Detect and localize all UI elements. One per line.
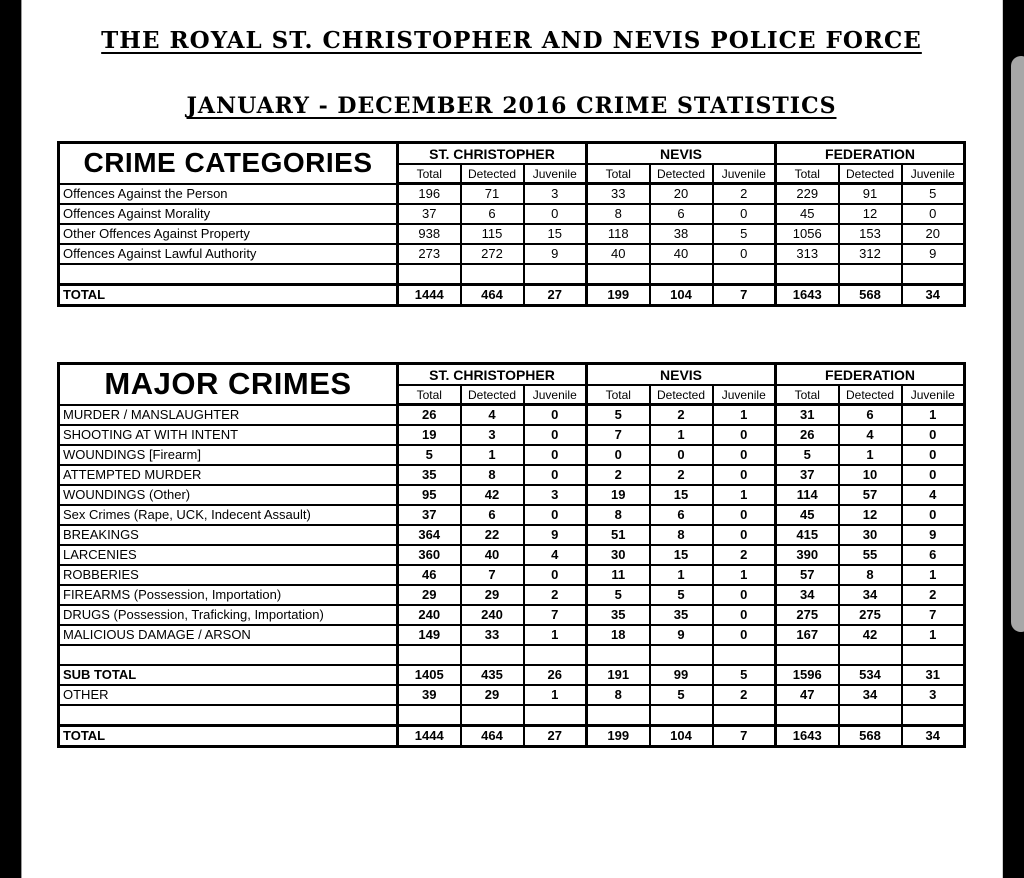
cell-value: 0: [713, 425, 776, 445]
cell-value: 4: [461, 405, 524, 426]
column-header: Detected: [461, 385, 524, 405]
cell-value: [650, 705, 713, 726]
cell-value: 167: [776, 625, 839, 645]
cell-value: 30: [587, 545, 650, 565]
cell-value: 196: [398, 184, 461, 205]
cell-value: 0: [713, 585, 776, 605]
cell-value: 34: [902, 726, 965, 747]
cell-value: 57: [776, 565, 839, 585]
column-group-header: ST. CHRISTOPHER: [398, 364, 587, 386]
column-header: Detected: [839, 385, 902, 405]
cell-value: 464: [461, 726, 524, 747]
cell-value: [398, 264, 461, 285]
table-row: [59, 485, 965, 505]
cell-value: 5: [902, 184, 965, 205]
cell-value: 6: [461, 505, 524, 525]
cell-value: 15: [650, 545, 713, 565]
cell-value: 35: [398, 465, 461, 485]
table-row: [59, 685, 965, 705]
cell-value: 71: [461, 184, 524, 205]
cell-value: 0: [524, 204, 587, 224]
cell-value: 91: [839, 184, 902, 205]
table-row: [59, 505, 965, 525]
cell-value: 0: [524, 505, 587, 525]
cell-value: 534: [839, 665, 902, 685]
cell-value: 272: [461, 244, 524, 264]
cell-value: [461, 705, 524, 726]
cell-value: 0: [713, 244, 776, 264]
cell-value: [839, 705, 902, 726]
header-row-groups: [59, 143, 965, 165]
cell-value: 5: [650, 685, 713, 705]
column-header: Total: [587, 164, 650, 184]
column-group-header: NEVIS: [587, 364, 776, 386]
cell-value: 4: [839, 425, 902, 445]
spacer-row: [59, 264, 965, 285]
cell-value: 27: [524, 726, 587, 747]
cell-value: 115: [461, 224, 524, 244]
row-label: SUB TOTAL: [59, 665, 398, 685]
cell-value: 8: [587, 685, 650, 705]
cell-value: 6: [650, 505, 713, 525]
cell-value: 38: [650, 224, 713, 244]
spacer-row: [59, 645, 965, 665]
row-label: Sex Crimes (Rape, UCK, Indecent Assault): [59, 505, 398, 525]
scrollbar-track[interactable]: [1002, 0, 1024, 878]
cell-value: 35: [650, 605, 713, 625]
row-label: Other Offences Against Property: [59, 224, 398, 244]
cell-value: 5: [587, 585, 650, 605]
cell-value: 2: [650, 405, 713, 426]
cell-value: 1: [839, 445, 902, 465]
cell-value: 40: [650, 244, 713, 264]
cell-value: 5: [398, 445, 461, 465]
cell-value: 199: [587, 726, 650, 747]
cell-value: 1: [713, 485, 776, 505]
column-header: Total: [587, 385, 650, 405]
cell-value: 1: [461, 445, 524, 465]
cell-value: 6: [902, 545, 965, 565]
cell-value: 3: [524, 485, 587, 505]
cell-value: 0: [713, 465, 776, 485]
row-label: MURDER / MANSLAUGHTER: [59, 405, 398, 426]
cell-value: 26: [776, 425, 839, 445]
cell-value: 7: [524, 605, 587, 625]
cell-value: 42: [461, 485, 524, 505]
cell-value: 2: [587, 465, 650, 485]
document-subtitle: JANUARY - DECEMBER 2016 CRIME STATISTICS: [186, 93, 837, 120]
spacer-row: [59, 705, 965, 726]
cell-value: 5: [713, 224, 776, 244]
cell-value: [713, 264, 776, 285]
cell-value: 26: [524, 665, 587, 685]
cell-value: [398, 705, 461, 726]
cell-value: 1643: [776, 285, 839, 306]
row-label: TOTAL: [59, 285, 398, 306]
cell-value: 7: [461, 565, 524, 585]
cell-value: 312: [839, 244, 902, 264]
cell-value: 33: [587, 184, 650, 205]
cell-value: 0: [902, 204, 965, 224]
row-label: WOUNDINGS [Firearm]: [59, 445, 398, 465]
cell-value: 568: [839, 726, 902, 747]
cell-value: 9: [524, 244, 587, 264]
cell-value: [650, 264, 713, 285]
row-label: ROBBERIES: [59, 565, 398, 585]
cell-value: 1: [524, 625, 587, 645]
scrollbar-thumb[interactable]: [1011, 56, 1024, 632]
column-header: Detected: [650, 385, 713, 405]
cell-value: 47: [776, 685, 839, 705]
column-header: Juvenile: [524, 385, 587, 405]
cell-value: [776, 264, 839, 285]
cell-value: 1405: [398, 665, 461, 685]
cell-value: 57: [839, 485, 902, 505]
cell-value: 0: [902, 425, 965, 445]
cell-value: 10: [839, 465, 902, 485]
cell-value: 19: [398, 425, 461, 445]
row-label: [59, 645, 398, 665]
cell-value: 11: [587, 565, 650, 585]
column-group-header: ST. CHRISTOPHER: [398, 143, 587, 165]
column-header: Juvenile: [713, 164, 776, 184]
cell-value: 22: [461, 525, 524, 545]
column-header: Detected: [650, 164, 713, 184]
cell-value: 0: [713, 625, 776, 645]
cell-value: 26: [398, 405, 461, 426]
cell-value: 40: [461, 545, 524, 565]
cell-value: [461, 264, 524, 285]
cell-value: 8: [650, 525, 713, 545]
cell-value: 8: [587, 505, 650, 525]
cell-value: 568: [839, 285, 902, 306]
cell-value: [587, 705, 650, 726]
cell-value: 1: [524, 685, 587, 705]
cell-value: 99: [650, 665, 713, 685]
cell-value: 1: [650, 565, 713, 585]
cell-value: 1: [650, 425, 713, 445]
cell-value: 1: [902, 565, 965, 585]
cell-value: [839, 645, 902, 665]
cell-value: 6: [839, 405, 902, 426]
table-row: [59, 445, 965, 465]
cell-value: 18: [587, 625, 650, 645]
row-label: BREAKINGS: [59, 525, 398, 545]
table-row: [59, 204, 965, 224]
cell-value: 40: [587, 244, 650, 264]
row-label: Offences Against the Person: [59, 184, 398, 205]
cell-value: [461, 645, 524, 665]
cell-value: 19: [587, 485, 650, 505]
cell-value: 275: [839, 605, 902, 625]
cell-value: 9: [650, 625, 713, 645]
cell-value: 29: [461, 585, 524, 605]
table-row: [59, 244, 965, 264]
cell-value: 34: [902, 285, 965, 306]
cell-value: 1444: [398, 726, 461, 747]
cell-value: 46: [398, 565, 461, 585]
table-row: [59, 405, 965, 426]
cell-value: 45: [776, 505, 839, 525]
cell-value: 1444: [398, 285, 461, 306]
row-label: Offences Against Lawful Authority: [59, 244, 398, 264]
cell-value: 0: [524, 405, 587, 426]
cell-value: 33: [461, 625, 524, 645]
row-label: [59, 264, 398, 285]
cell-value: 35: [587, 605, 650, 625]
viewer-left-black-border: [0, 0, 22, 878]
table-row: [59, 184, 965, 205]
cell-value: 37: [776, 465, 839, 485]
cell-value: 435: [461, 665, 524, 685]
row-label: TOTAL: [59, 726, 398, 747]
cell-value: 39: [398, 685, 461, 705]
cell-value: 2: [524, 585, 587, 605]
cell-value: 114: [776, 485, 839, 505]
cell-value: [524, 264, 587, 285]
cell-value: 0: [902, 505, 965, 525]
table-title: MAJOR CRIMES: [59, 364, 398, 405]
cell-value: 3: [461, 425, 524, 445]
cell-value: 0: [524, 465, 587, 485]
cell-value: 20: [650, 184, 713, 205]
row-label: [59, 705, 398, 726]
cell-value: 29: [398, 585, 461, 605]
cell-value: 229: [776, 184, 839, 205]
cell-value: 8: [461, 465, 524, 485]
row-label: Offences Against Morality: [59, 204, 398, 224]
cell-value: 5: [587, 405, 650, 426]
cell-value: [650, 645, 713, 665]
cell-value: 9: [902, 525, 965, 545]
cell-value: 149: [398, 625, 461, 645]
cell-value: [524, 705, 587, 726]
cell-value: 0: [713, 445, 776, 465]
cell-value: 27: [524, 285, 587, 306]
cell-value: 1056: [776, 224, 839, 244]
cell-value: 2: [650, 465, 713, 485]
row-label: DRUGS (Possession, Traficking, Importation): [59, 605, 398, 625]
cell-value: [398, 645, 461, 665]
cell-value: 118: [587, 224, 650, 244]
cell-value: 0: [713, 505, 776, 525]
cell-value: 0: [713, 525, 776, 545]
cell-value: 31: [902, 665, 965, 685]
cell-value: 0: [902, 445, 965, 465]
cell-value: 0: [587, 445, 650, 465]
cell-value: [587, 645, 650, 665]
cell-value: 2: [902, 585, 965, 605]
column-header: Juvenile: [902, 385, 965, 405]
cell-value: 95: [398, 485, 461, 505]
cell-value: 464: [461, 285, 524, 306]
cell-value: 0: [902, 465, 965, 485]
major-crimes-table-container: [57, 362, 966, 748]
table-row: [59, 545, 965, 565]
cell-value: 29: [461, 685, 524, 705]
cell-value: 0: [524, 445, 587, 465]
cell-value: 8: [587, 204, 650, 224]
cell-value: 7: [713, 285, 776, 306]
row-label: SHOOTING AT WITH INTENT: [59, 425, 398, 445]
cell-value: 51: [587, 525, 650, 545]
cell-value: 2: [713, 545, 776, 565]
cell-value: 6: [461, 204, 524, 224]
cell-value: [839, 264, 902, 285]
cell-value: [902, 645, 965, 665]
cell-value: 12: [839, 204, 902, 224]
cell-value: 45: [776, 204, 839, 224]
column-header: Total: [776, 385, 839, 405]
table-row: [59, 525, 965, 545]
cell-value: [902, 264, 965, 285]
column-header: Juvenile: [524, 164, 587, 184]
cell-value: 7: [713, 726, 776, 747]
crime-categories-table: [57, 141, 966, 307]
cell-value: 0: [524, 425, 587, 445]
cell-value: 199: [587, 285, 650, 306]
cell-value: 240: [398, 605, 461, 625]
cell-value: 34: [839, 585, 902, 605]
cell-value: 191: [587, 665, 650, 685]
column-header: Detected: [461, 164, 524, 184]
cell-value: [776, 645, 839, 665]
cell-value: 55: [839, 545, 902, 565]
table-row: [59, 285, 965, 306]
column-header: Total: [776, 164, 839, 184]
cell-value: 153: [839, 224, 902, 244]
row-label: OTHER: [59, 685, 398, 705]
cell-value: [713, 645, 776, 665]
cell-value: 7: [587, 425, 650, 445]
cell-value: 1: [713, 565, 776, 585]
cell-value: 364: [398, 525, 461, 545]
cell-value: 0: [713, 605, 776, 625]
cell-value: 4: [524, 545, 587, 565]
column-header: Detected: [839, 164, 902, 184]
cell-value: 938: [398, 224, 461, 244]
cell-value: 12: [839, 505, 902, 525]
cell-value: 3: [524, 184, 587, 205]
table-row: [59, 224, 965, 244]
cell-value: 0: [650, 445, 713, 465]
cell-value: [713, 705, 776, 726]
table-row: [59, 625, 965, 645]
cell-value: 1: [902, 625, 965, 645]
cell-value: 9: [524, 525, 587, 545]
table-row: [59, 565, 965, 585]
major-crimes-table: [57, 362, 966, 748]
row-label: MALICIOUS DAMAGE / ARSON: [59, 625, 398, 645]
row-label: FIREARMS (Possession, Importation): [59, 585, 398, 605]
cell-value: 20: [902, 224, 965, 244]
cell-value: 0: [524, 565, 587, 585]
cell-value: 34: [839, 685, 902, 705]
column-header: Total: [398, 385, 461, 405]
row-label: WOUNDINGS (Other): [59, 485, 398, 505]
cell-value: 5: [776, 445, 839, 465]
column-group-header: FEDERATION: [776, 364, 965, 386]
cell-value: 0: [713, 204, 776, 224]
cell-value: 313: [776, 244, 839, 264]
row-label: ATTEMPTED MURDER: [59, 465, 398, 485]
cell-value: 2: [713, 685, 776, 705]
cell-value: 7: [902, 605, 965, 625]
table-row: [59, 585, 965, 605]
cell-value: 5: [650, 585, 713, 605]
cell-value: 1596: [776, 665, 839, 685]
document-title: THE ROYAL ST. CHRISTOPHER AND NEVIS POLICE FORCE: [101, 27, 922, 55]
table-row: [59, 726, 965, 747]
cell-value: 390: [776, 545, 839, 565]
cell-value: 4: [902, 485, 965, 505]
cell-value: 42: [839, 625, 902, 645]
cell-value: [587, 264, 650, 285]
column-group-header: FEDERATION: [776, 143, 965, 165]
row-label: LARCENIES: [59, 545, 398, 565]
cell-value: 2: [713, 184, 776, 205]
cell-value: 8: [839, 565, 902, 585]
cell-value: 1643: [776, 726, 839, 747]
cell-value: 3: [902, 685, 965, 705]
cell-value: [902, 705, 965, 726]
cell-value: 37: [398, 505, 461, 525]
cell-value: [776, 705, 839, 726]
column-group-header: NEVIS: [587, 143, 776, 165]
column-header: Juvenile: [713, 385, 776, 405]
crime-categories-table-container: [57, 141, 966, 307]
cell-value: 15: [650, 485, 713, 505]
cell-value: 6: [650, 204, 713, 224]
column-header: Juvenile: [902, 164, 965, 184]
cell-value: 5: [713, 665, 776, 685]
cell-value: [524, 645, 587, 665]
cell-value: 360: [398, 545, 461, 565]
cell-value: 30: [839, 525, 902, 545]
cell-value: 240: [461, 605, 524, 625]
cell-value: 9: [902, 244, 965, 264]
header-row-groups: [59, 364, 965, 386]
cell-value: 31: [776, 405, 839, 426]
table-title: CRIME CATEGORIES: [59, 143, 398, 184]
column-header: Total: [398, 164, 461, 184]
cell-value: 15: [524, 224, 587, 244]
cell-value: 273: [398, 244, 461, 264]
table-row: [59, 605, 965, 625]
cell-value: 275: [776, 605, 839, 625]
cell-value: 104: [650, 726, 713, 747]
table-row: [59, 425, 965, 445]
table-row: [59, 465, 965, 485]
cell-value: 104: [650, 285, 713, 306]
cell-value: 34: [776, 585, 839, 605]
cell-value: 1: [713, 405, 776, 426]
table-row: [59, 665, 965, 685]
cell-value: 37: [398, 204, 461, 224]
cell-value: 415: [776, 525, 839, 545]
cell-value: 1: [902, 405, 965, 426]
